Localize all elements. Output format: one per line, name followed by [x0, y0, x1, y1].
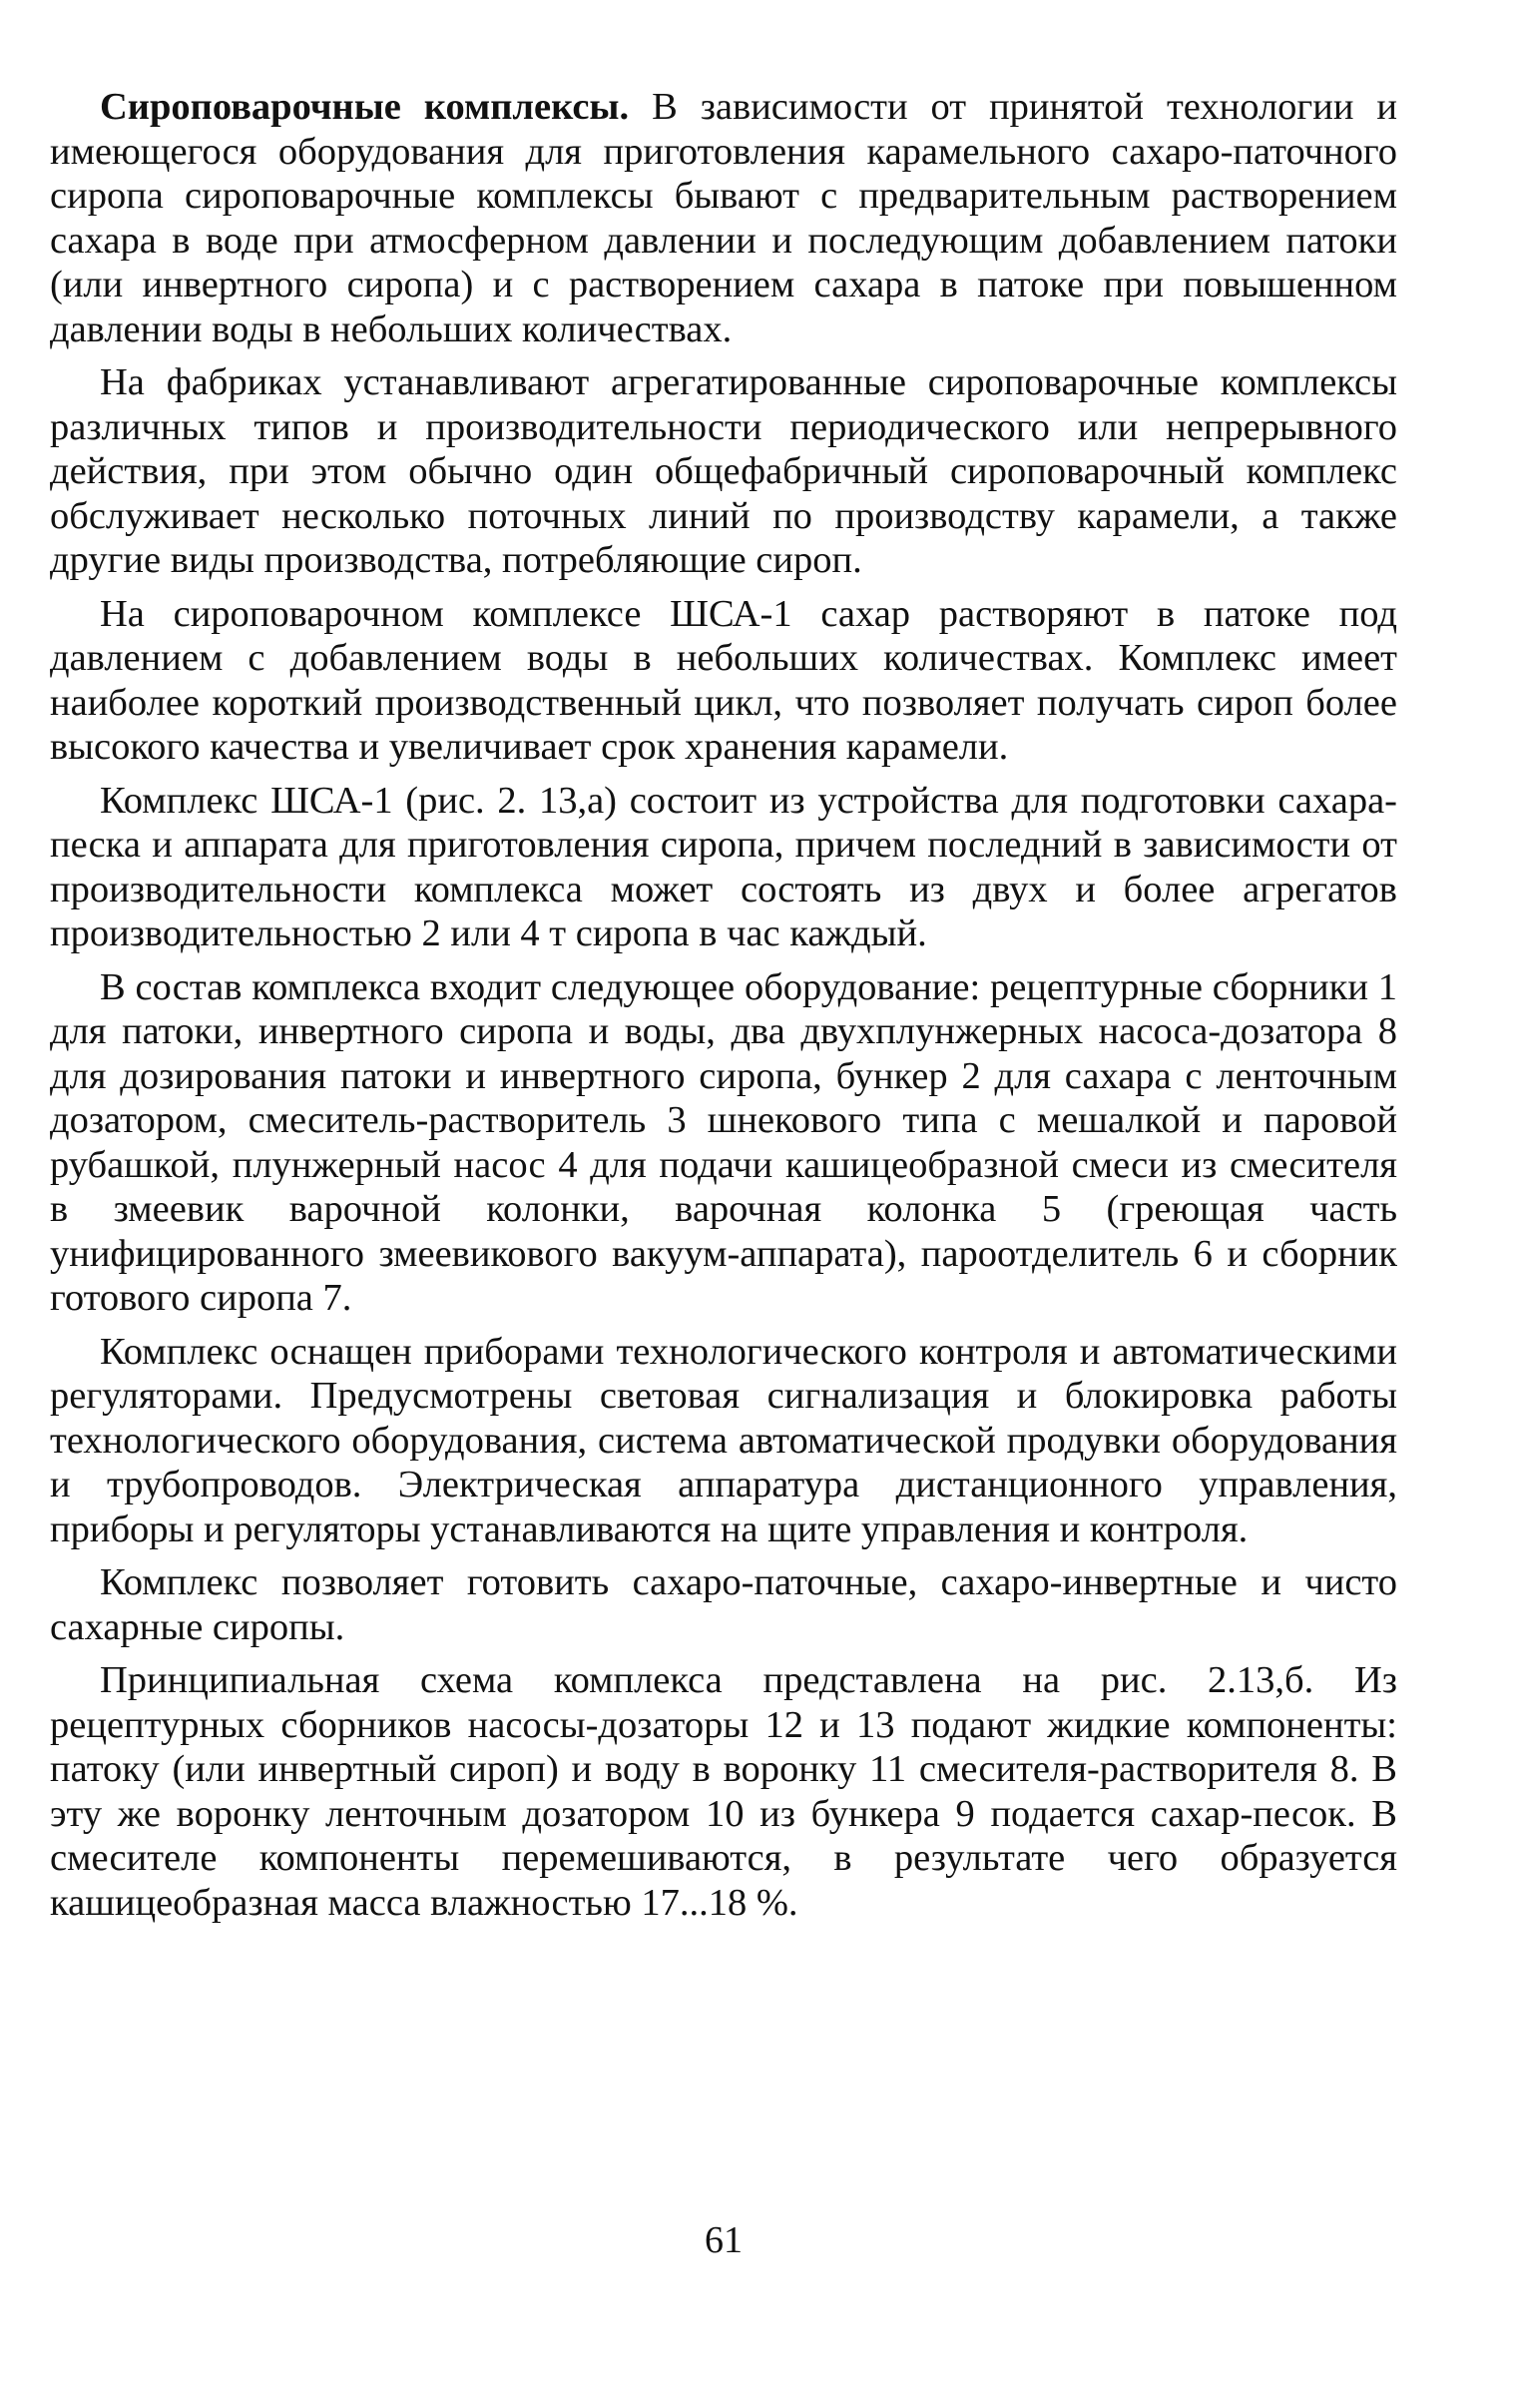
paragraph-1-text: В зависимости от принятой технологии и имеющегося оборудования для приготовления карамельного сахаро-паточного сиропа сироповарочные комплексы бывают с предварительным растворением сахара в воде при атмосферном давлении и последующим добавлением патоки (или инвертного сиропа) и с растворением сахара в патоке при повышенном давлении воды в небольших количествах.: [50, 86, 1397, 350]
paragraph-1: [50, 85, 1397, 351]
paragraph-4: Комплекс ШСА-1 (рис. 2. 13,а) состоит из устройства для подготовки сахара-песка и аппарата для приготовления сиропа, причем последний в зависимости от производительности комплекса может состоять из двух и более агрегатов производительностью 2 или 4 т сиропа в час каждый.: [50, 779, 1397, 954]
paragraph-5: В состав комплекса входит следующее оборудование: рецептурные сборники 1 для патоки, инвертного сиропа и воды, два двухплунжерных насоса-дозатора 8 для дозирования патоки и инвертного сиропа, бункер 2 для сахара с ленточным дозатором, смеситель-растворитель 3 шнекового типа с мешалкой и паровой рубашкой, плунжерный насос 4 для подачи кашицеобразной смеси из смесителя в змеевик варочной колонки, варочная колонка 5 (греющая часть унифицированного змеевикового вакуум-аппарата), пароотделитель 6 и сборник готового сиропа 7.: [50, 965, 1397, 1319]
paragraph-2: На фабриках устанавливают агрегатированные сироповарочные комплексы различных типов и производительности периодического или непрерывного действия, при этом обычно один общефабричный сироповарочный комплекс обслуживает несколько поточных линий по производству карамели, а также другие виды производства, потребляющие сироп.: [50, 361, 1397, 581]
paragraph-7: Комплекс позволяет готовить сахаро-паточные, сахаро-инвертные и чисто сахарные сиропы.: [50, 1561, 1397, 1648]
page-body: [50, 85, 1397, 1934]
page-number: 61: [705, 2219, 743, 2261]
paragraph-3: На сироповарочном комплексе ШСА-1 сахар растворяют в патоке под давлением с добавлением воды в небольших количествах. Комплекс имеет наиболее короткий производственный цикл, что позволяет получать сироп более высокого качества и увеличивает срок хранения карамели.: [50, 592, 1397, 768]
paragraph-1-heading: Сироповарочные комплексы.: [100, 86, 630, 128]
paragraph-6: Комплекс оснащен приборами технологического контроля и автоматическими регуляторами. Предусмотрены световая сигнализация и блокировка работы технологического оборудования, система автоматической продувки оборудования и трубопроводов. Электрическая аппаратура дистанционного управления, приборы и регуляторы устанавливаются на щите управления и контроля.: [50, 1330, 1397, 1550]
paragraph-8: Принципиальная схема комплекса представлена на рис. 2.13,б. Из рецептурных сборников насосы-дозаторы 12 и 13 подают жидкие компоненты: патоку (или инвертный сироп) и воду в воронку 11 смесителя-растворителя 8. В эту же воронку ленточным дозатором 10 из бункера 9 подается сахар-песок. В смесителе компоненты перемешиваются, в результате чего образуется кашицеобразная масса влажностью 17...18 %.: [50, 1659, 1397, 1924]
